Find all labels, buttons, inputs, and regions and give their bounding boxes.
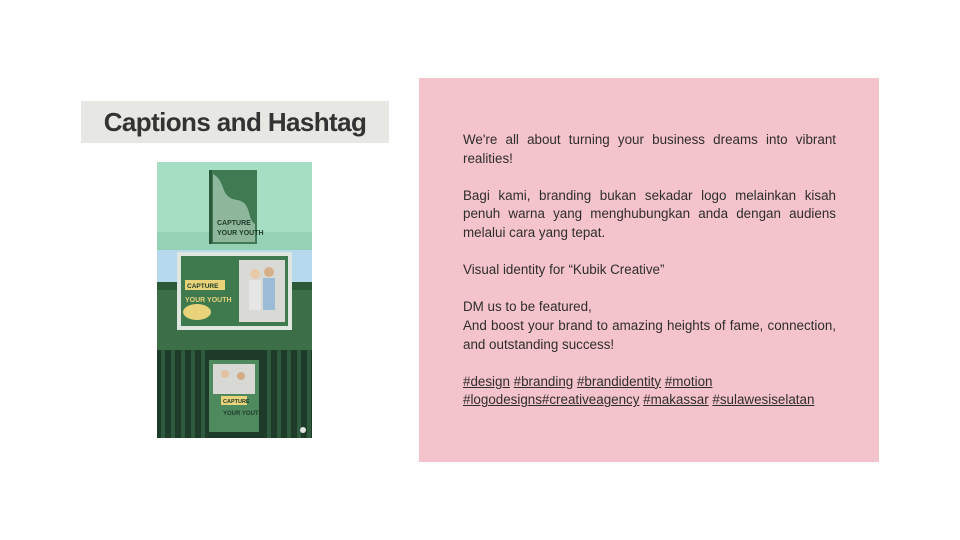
svg-text:YOUR YOUTH: YOUR YOUTH: [223, 411, 263, 417]
svg-text:CAPTURE: CAPTURE: [223, 399, 250, 405]
hashtag-design[interactable]: #design: [463, 373, 510, 389]
hashtag-motion[interactable]: #motion: [664, 373, 713, 389]
caption-cta-line2: And boost your brand to amazing heights of fame, connection, and outstanding success!: [463, 317, 836, 352]
caption-text: [463, 131, 836, 410]
hashtag-logodesigns-creativeagency[interactable]: #logodesigns#creativeagency: [463, 392, 640, 408]
hashtag-sulawesiselatan[interactable]: #sulawesiselatan: [712, 392, 815, 408]
caption-cta-line1: DM us to be featured,: [463, 299, 592, 315]
title-box: [81, 101, 389, 143]
svg-text:CAPTURE: CAPTURE: [217, 220, 251, 227]
hashtag-brandidentity[interactable]: #brandidentity: [576, 373, 662, 389]
svg-text:YOUR YOUTH: YOUR YOUTH: [185, 297, 232, 304]
book-mockup-panel: [157, 162, 312, 250]
slide-title: Captions and Hashtag: [103, 106, 367, 137]
billboard-mockup-panel: [157, 250, 312, 350]
poster-mockup-panel: [157, 350, 312, 438]
caption-paragraph-identity: Visual identity for “Kubik Creative”: [463, 262, 665, 278]
svg-text:CAPTURE: CAPTURE: [187, 283, 219, 290]
hashtag-branding[interactable]: #branding: [513, 373, 574, 389]
mockup-collage-image: [157, 162, 312, 438]
caption-paragraph-cta: [463, 298, 836, 354]
caption-paragraph-branding: Bagi kami, branding bukan sekadar logo melainkan kisah penuh warna yang menghubungkan anda dengan audiens melalui cara yang tepat.: [463, 187, 836, 240]
hashtag-makassar[interactable]: #makassar: [643, 392, 709, 408]
svg-text:YOUR YOUTH: YOUR YOUTH: [217, 230, 264, 237]
hashtag-list: [463, 373, 836, 410]
caption-paragraph-intro: We're all about turning your business dreams into vibrant realities!: [463, 132, 836, 166]
